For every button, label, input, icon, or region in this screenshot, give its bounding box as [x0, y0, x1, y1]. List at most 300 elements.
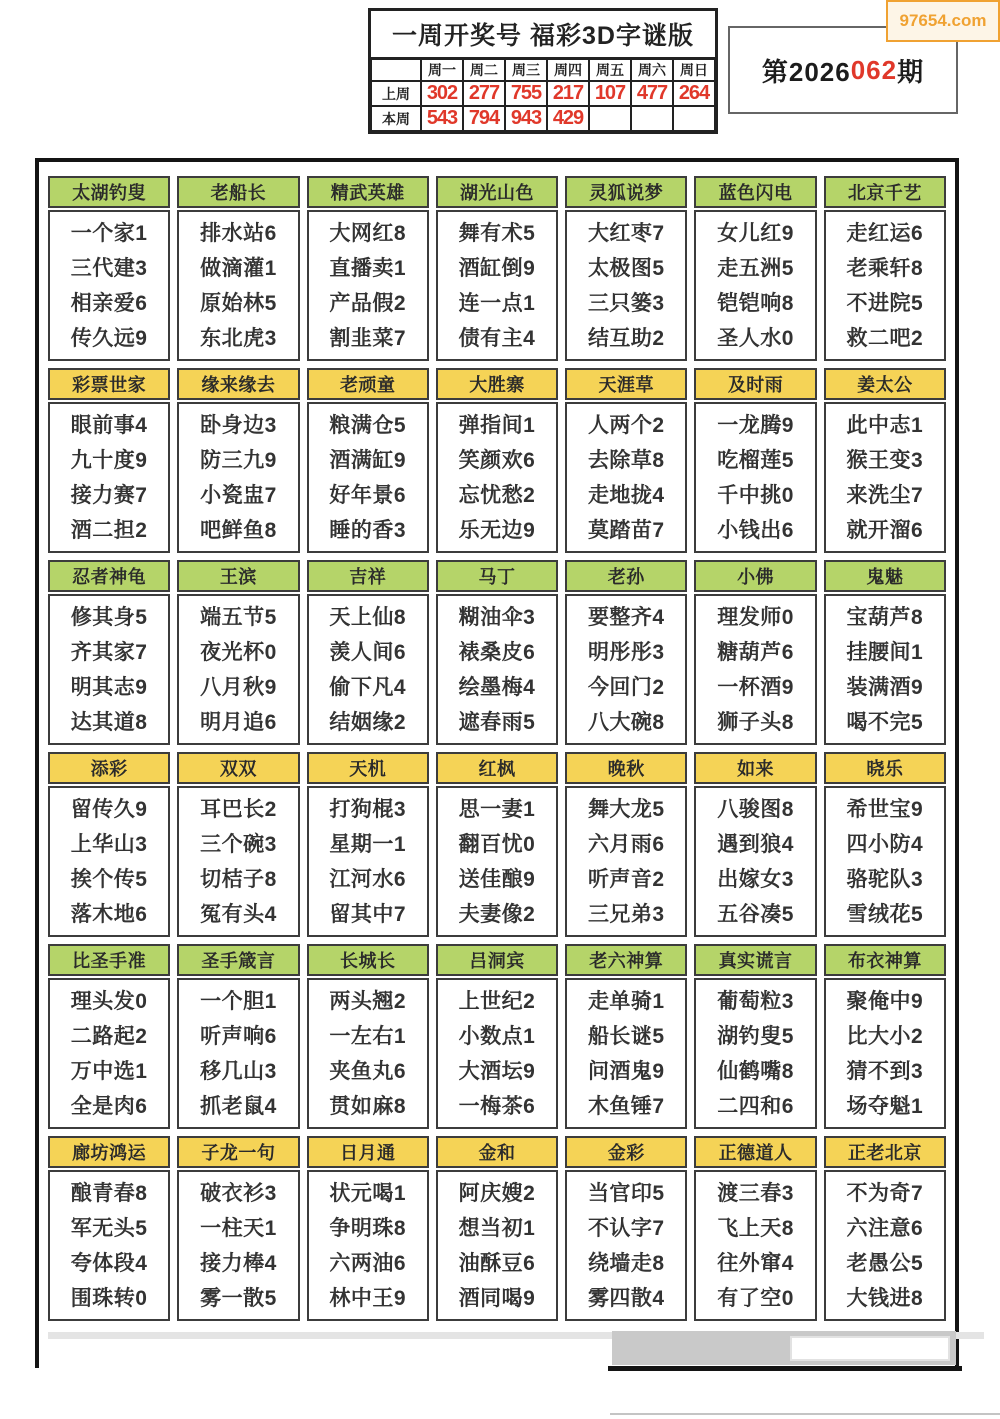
card-body: [565, 594, 687, 745]
puzzle-card: [307, 176, 429, 361]
puzzle-card: [436, 560, 558, 745]
card-title: 灵狐说梦: [565, 176, 687, 208]
card-line: 八月秋9: [200, 675, 277, 699]
card-line: 小数点1: [458, 1024, 536, 1048]
week-day-cell: 周三: [505, 59, 547, 81]
puzzle-card: [436, 176, 558, 361]
puzzle-card: [694, 1136, 816, 1321]
card-line: 偷下凡4: [329, 675, 407, 699]
card-line: 吧鲜鱼8: [200, 518, 277, 542]
card-line: 割韭菜7: [329, 326, 407, 350]
card-line: 遮春雨5: [458, 710, 536, 734]
card-line: 想当初1: [458, 1216, 536, 1240]
card-body: [694, 402, 816, 553]
card-line: 状元喝1: [329, 1181, 407, 1205]
card-body: [436, 978, 558, 1129]
card-body: [48, 978, 170, 1129]
card-line: 明彤彤3: [587, 640, 665, 664]
card-line: 酿青春8: [70, 1181, 148, 1205]
card-title: 王滨: [177, 560, 299, 592]
card-line: 太极图5: [587, 256, 665, 280]
card-line: 债有主4: [458, 326, 536, 350]
card-line: 场夺魁1: [846, 1094, 924, 1118]
card-line: 留传久9: [70, 797, 148, 821]
puzzle-card: [824, 176, 946, 361]
card-line: 不进院5: [846, 291, 924, 315]
cards-grid: [39, 162, 955, 1321]
card-line: 人两个2: [587, 413, 665, 437]
puzzle-card: [177, 752, 299, 937]
card-line: 一左右1: [329, 1024, 407, 1048]
puzzle-card: [694, 176, 816, 361]
card-body: [565, 978, 687, 1129]
card-line: 军无头5: [70, 1216, 148, 1240]
card-body: [565, 402, 687, 553]
card-line: 六月雨6: [587, 832, 665, 856]
card-line: 舞有术5: [458, 221, 536, 245]
puzzle-card: [824, 1136, 946, 1321]
card-line: 上世纪2: [458, 989, 536, 1013]
card-title: 老孙: [565, 560, 687, 592]
card-line: 落木地6: [70, 902, 148, 926]
card-line: 三只篓3: [587, 291, 665, 315]
card-line: 端五节5: [200, 605, 277, 629]
week-day-cell: 周五: [589, 59, 631, 81]
card-body: [177, 594, 299, 745]
card-line: 小钱出6: [717, 518, 794, 542]
card-line: 卧身边3: [200, 413, 277, 437]
card-title: 忍者神龟: [48, 560, 170, 592]
card-line: 二路起2: [70, 1024, 148, 1048]
card-body: [307, 402, 429, 553]
card-line: 宝葫芦8: [846, 605, 924, 629]
card-line: 林中王9: [329, 1286, 407, 1310]
card-line: 修其身5: [70, 605, 148, 629]
card-line: 羡人间6: [329, 640, 407, 664]
card-line: 不为奇7: [846, 1181, 924, 1205]
puzzle-card: [824, 752, 946, 937]
card-line: 走地拢4: [587, 483, 665, 507]
card-line: 接力棒4: [200, 1251, 277, 1275]
card-title: 及时雨: [694, 368, 816, 400]
card-body: [177, 786, 299, 937]
card-title: 彩票世家: [48, 368, 170, 400]
card-line: 就开溜6: [846, 518, 924, 542]
card-line: 铠铠响8: [717, 291, 794, 315]
card-line: 听声响6: [200, 1024, 277, 1048]
card-line: 达其道8: [70, 710, 148, 734]
puzzle-card: [307, 1136, 429, 1321]
week-day-cell: 周四: [547, 59, 589, 81]
card-line: 原始林5: [200, 291, 277, 315]
card-line: 冤有头4: [200, 902, 277, 926]
card-line: 做滴灌1: [200, 256, 277, 280]
card-title: 金和: [436, 1136, 558, 1168]
card-line: 直播卖1: [329, 256, 407, 280]
week-row-label: 本周: [371, 106, 421, 131]
week-value-cell: 429: [547, 106, 589, 131]
card-line: 一杯酒9: [717, 675, 794, 699]
card-body: [694, 978, 816, 1129]
card-title: 姜太公: [824, 368, 946, 400]
card-title: 北京千艺: [824, 176, 946, 208]
card-body: [824, 1170, 946, 1321]
card-line: 挨个传5: [70, 867, 148, 891]
puzzle-card: [307, 368, 429, 553]
card-line: 破衣衫3: [200, 1181, 277, 1205]
card-line: 猜不到3: [846, 1059, 924, 1083]
card-line: 挂腰间1: [846, 640, 924, 664]
card-body: [694, 1170, 816, 1321]
card-line: 湖钓叟5: [717, 1024, 794, 1048]
card-title: 双双: [177, 752, 299, 784]
card-line: 有了空0: [717, 1286, 794, 1310]
card-line: 留其中7: [329, 902, 407, 926]
week-value-cell: 302: [421, 81, 463, 106]
card-line: 聚俺中9: [846, 989, 924, 1013]
puzzle-card: [694, 752, 816, 937]
card-body: [307, 1170, 429, 1321]
card-line: 裱桑皮6: [458, 640, 536, 664]
puzzle-card: [48, 368, 170, 553]
puzzle-card: [824, 368, 946, 553]
card-title: 马丁: [436, 560, 558, 592]
card-title: 大胜寨: [436, 368, 558, 400]
card-line: 二四和6: [717, 1094, 794, 1118]
card-line: 防三九9: [200, 448, 277, 472]
card-line: 糖葫芦6: [717, 640, 794, 664]
puzzle-card: [48, 752, 170, 937]
card-body: [694, 594, 816, 745]
card-line: 吃榴莲5: [717, 448, 794, 472]
card-body: [824, 594, 946, 745]
card-line: 夸体段4: [70, 1251, 148, 1275]
puzzle-card: [177, 944, 299, 1129]
card-line: 三兄弟3: [587, 902, 665, 926]
card-title: 吉祥: [307, 560, 429, 592]
card-title: 吕洞宾: [436, 944, 558, 976]
card-line: 千中挑0: [717, 483, 794, 507]
card-line: 一个胆1: [200, 989, 277, 1013]
card-body: [436, 210, 558, 361]
week-value-cell: 107: [589, 81, 631, 106]
card-line: 雾四散4: [587, 1286, 665, 1310]
week-table-grid: [371, 59, 715, 131]
card-title: 天涯草: [565, 368, 687, 400]
card-title: 如来: [694, 752, 816, 784]
puzzle-card: [565, 176, 687, 361]
puzzle-card: [177, 1136, 299, 1321]
card-line: 雾一散5: [200, 1286, 277, 1310]
card-line: 好年景6: [329, 483, 407, 507]
card-line: 弹指间1: [458, 413, 536, 437]
card-body: [565, 786, 687, 937]
card-title: 比圣手准: [48, 944, 170, 976]
card-body: [436, 1170, 558, 1321]
card-title: 老船长: [177, 176, 299, 208]
card-line: 酒二担2: [70, 518, 148, 542]
puzzle-card: [177, 368, 299, 553]
card-title: 布衣神算: [824, 944, 946, 976]
card-line: 万中选1: [70, 1059, 148, 1083]
card-line: 思一妻1: [458, 797, 536, 821]
site-watermark-link[interactable]: 97654.com: [886, 0, 1000, 42]
week-value-cell: 264: [673, 81, 715, 106]
card-line: 来洗尘7: [846, 483, 924, 507]
card-line: 酒缸倒9: [458, 256, 536, 280]
puzzle-card: [436, 1136, 558, 1321]
card-line: 油酥豆6: [458, 1251, 536, 1275]
card-line: 出嫁女3: [717, 867, 794, 891]
puzzle-card: [48, 176, 170, 361]
card-line: 产品假2: [329, 291, 407, 315]
card-line: 走红运6: [846, 221, 924, 245]
card-line: 雪绒花5: [846, 902, 924, 926]
week-corner-cell: [371, 59, 421, 81]
card-body: [436, 594, 558, 745]
puzzle-card: [436, 368, 558, 553]
card-line: 争明珠8: [329, 1216, 407, 1240]
card-body: [436, 402, 558, 553]
card-title: 日月通: [307, 1136, 429, 1168]
card-line: 大酒坛9: [458, 1059, 536, 1083]
card-body: [307, 594, 429, 745]
card-body: [177, 402, 299, 553]
week-value-cell: 277: [463, 81, 505, 106]
card-line: 救二吧2: [846, 326, 924, 350]
card-line: 眼前事4: [70, 413, 148, 437]
card-line: 小瓷盅7: [200, 483, 277, 507]
card-title: 正德道人: [694, 1136, 816, 1168]
puzzle-card: [436, 944, 558, 1129]
card-line: 明其志9: [70, 675, 148, 699]
card-title: 红枫: [436, 752, 558, 784]
card-body: [824, 402, 946, 553]
card-body: [436, 786, 558, 937]
card-line: 此中志1: [846, 413, 924, 437]
card-line: 结互助2: [587, 326, 665, 350]
week-day-cell: 周六: [631, 59, 673, 81]
card-line: 三代建3: [70, 256, 148, 280]
card-line: 木鱼锤7: [587, 1094, 665, 1118]
puzzle-card: [694, 560, 816, 745]
card-line: 五谷凑5: [717, 902, 794, 926]
card-line: 齐其家7: [70, 640, 148, 664]
week-value-cell: 755: [505, 81, 547, 106]
card-line: 八骏图8: [717, 797, 794, 821]
puzzle-card: [48, 944, 170, 1129]
card-line: 老乘轩8: [846, 256, 924, 280]
card-line: 猴王变3: [846, 448, 924, 472]
card-line: 两头翘2: [329, 989, 407, 1013]
card-line: 六注意6: [846, 1216, 924, 1240]
week-value-cell: [631, 106, 673, 131]
card-title: 缘来缘去: [177, 368, 299, 400]
issue-number-red: 062: [850, 54, 898, 85]
card-title: 真实谎言: [694, 944, 816, 976]
card-line: 睡的香3: [329, 518, 407, 542]
card-body: [824, 210, 946, 361]
card-body: [48, 402, 170, 553]
card-line: 酒满缸9: [329, 448, 407, 472]
week-value-cell: [589, 106, 631, 131]
card-title: 金彩: [565, 1136, 687, 1168]
page-bottom-line: [610, 1413, 1000, 1415]
puzzle-card: [177, 176, 299, 361]
card-title: 圣手箴言: [177, 944, 299, 976]
card-body: [48, 210, 170, 361]
week-value-cell: 477: [631, 81, 673, 106]
card-body: [48, 594, 170, 745]
week-table-title: 一周开奖号 福彩3D字谜版: [371, 11, 715, 59]
card-line: 一个家1: [70, 221, 148, 245]
card-line: 九十度9: [70, 448, 148, 472]
card-body: [824, 978, 946, 1129]
card-line: 夜光杯0: [200, 640, 277, 664]
card-line: 翻百忧0: [458, 832, 536, 856]
issue-prefix: 第2026: [761, 56, 851, 87]
card-line: 听声音2: [587, 867, 665, 891]
puzzle-card: [565, 944, 687, 1129]
puzzle-card: [177, 560, 299, 745]
card-line: 夫妻像2: [458, 902, 536, 926]
card-line: 六两油6: [329, 1251, 407, 1275]
card-line: 走五洲5: [717, 256, 794, 280]
card-title: 添彩: [48, 752, 170, 784]
card-line: 大红枣7: [587, 221, 665, 245]
card-line: 星期一1: [329, 832, 407, 856]
week-value-cell: 217: [547, 81, 589, 106]
card-line: 东北虎3: [200, 326, 277, 350]
puzzle-card: [307, 752, 429, 937]
card-line: 八大碗8: [587, 710, 665, 734]
card-body: [565, 1170, 687, 1321]
card-line: 大钱进8: [846, 1286, 924, 1310]
card-line: 忘忧愁2: [458, 483, 536, 507]
card-body: [307, 210, 429, 361]
card-line: 理头发0: [70, 989, 148, 1013]
card-body: [177, 210, 299, 361]
week-day-cell: 周二: [463, 59, 505, 81]
card-line: 老愚公5: [846, 1251, 924, 1275]
puzzle-card: [565, 752, 687, 937]
card-body: [307, 786, 429, 937]
card-title: 天机: [307, 752, 429, 784]
card-line: 酒同喝9: [458, 1286, 536, 1310]
card-line: 不认字7: [587, 1216, 665, 1240]
card-line: 绘墨梅4: [458, 675, 536, 699]
card-line: 比大小2: [846, 1024, 924, 1048]
card-body: [48, 786, 170, 937]
puzzle-card: [694, 368, 816, 553]
issue-suffix: 期: [897, 56, 925, 87]
card-line: 理发师0: [717, 605, 794, 629]
card-line: 送佳酿9: [458, 867, 536, 891]
card-line: 天上仙8: [329, 605, 407, 629]
card-line: 圣人水0: [717, 326, 794, 350]
puzzle-card: [824, 560, 946, 745]
card-line: 去除草8: [587, 448, 665, 472]
card-title: 蓝色闪电: [694, 176, 816, 208]
puzzle-card: [436, 752, 558, 937]
card-line: 抓老鼠4: [200, 1094, 277, 1118]
card-line: 仙鹤嘴8: [717, 1059, 794, 1083]
puzzle-card: [565, 368, 687, 553]
card-line: 装满酒9: [846, 675, 924, 699]
card-body: [307, 978, 429, 1129]
card-line: 女儿红9: [717, 221, 794, 245]
week-value-cell: [673, 106, 715, 131]
card-line: 莫踏苗7: [587, 518, 665, 542]
card-line: 上华山3: [70, 832, 148, 856]
card-body: [177, 978, 299, 1129]
card-line: 问酒鬼9: [587, 1059, 665, 1083]
card-line: 走单骑1: [587, 989, 665, 1013]
card-line: 乐无边9: [458, 518, 536, 542]
card-line: 糊油伞3: [458, 605, 536, 629]
week-row-label: 上周: [371, 81, 421, 106]
card-line: 粮满仓5: [329, 413, 407, 437]
card-line: 舞大龙5: [587, 797, 665, 821]
week-value-cell: 543: [421, 106, 463, 131]
card-title: 湖光山色: [436, 176, 558, 208]
card-title: 廊坊鸿运: [48, 1136, 170, 1168]
card-line: 大网红8: [329, 221, 407, 245]
card-line: 相亲爱6: [70, 291, 148, 315]
week-results-table: [368, 8, 718, 134]
board-bottom-border-segment: [608, 1366, 962, 1371]
card-line: 三个碗3: [200, 832, 277, 856]
card-title: 精武英雄: [307, 176, 429, 208]
puzzle-card: [48, 1136, 170, 1321]
card-line: 喝不完5: [846, 710, 924, 734]
card-line: 笑颜欢6: [458, 448, 536, 472]
puzzle-card: [824, 944, 946, 1129]
card-title: 子龙一句: [177, 1136, 299, 1168]
card-title: 正老北京: [824, 1136, 946, 1168]
puzzle-card: [307, 944, 429, 1129]
card-body: [565, 210, 687, 361]
card-body: [48, 1170, 170, 1321]
card-line: 今回门2: [587, 675, 665, 699]
card-line: 移几山3: [200, 1059, 277, 1083]
card-line: 往外窜4: [717, 1251, 794, 1275]
card-line: 传久远9: [70, 326, 148, 350]
card-line: 打狗棍3: [329, 797, 407, 821]
card-line: 夹鱼丸6: [329, 1059, 407, 1083]
card-body: [694, 786, 816, 937]
card-line: 明月追6: [200, 710, 277, 734]
card-line: 绕墙走8: [587, 1251, 665, 1275]
card-title: 小佛: [694, 560, 816, 592]
card-title: 老六神算: [565, 944, 687, 976]
card-line: 船长谜5: [587, 1024, 665, 1048]
puzzle-card: [694, 944, 816, 1129]
card-body: [824, 786, 946, 937]
card-title: 晓乐: [824, 752, 946, 784]
card-line: 全是肉6: [70, 1094, 148, 1118]
card-title: 鬼魅: [824, 560, 946, 592]
card-line: 骆驼队3: [846, 867, 924, 891]
card-title: 长城长: [307, 944, 429, 976]
card-line: 一梅茶6: [458, 1094, 536, 1118]
footer-white-box: [790, 1336, 950, 1361]
card-line: 葡萄粒3: [717, 989, 794, 1013]
card-line: 当官印5: [587, 1181, 665, 1205]
card-line: 排水站6: [200, 221, 277, 245]
card-line: 飞上天8: [717, 1216, 794, 1240]
card-line: 渡三春3: [717, 1181, 794, 1205]
